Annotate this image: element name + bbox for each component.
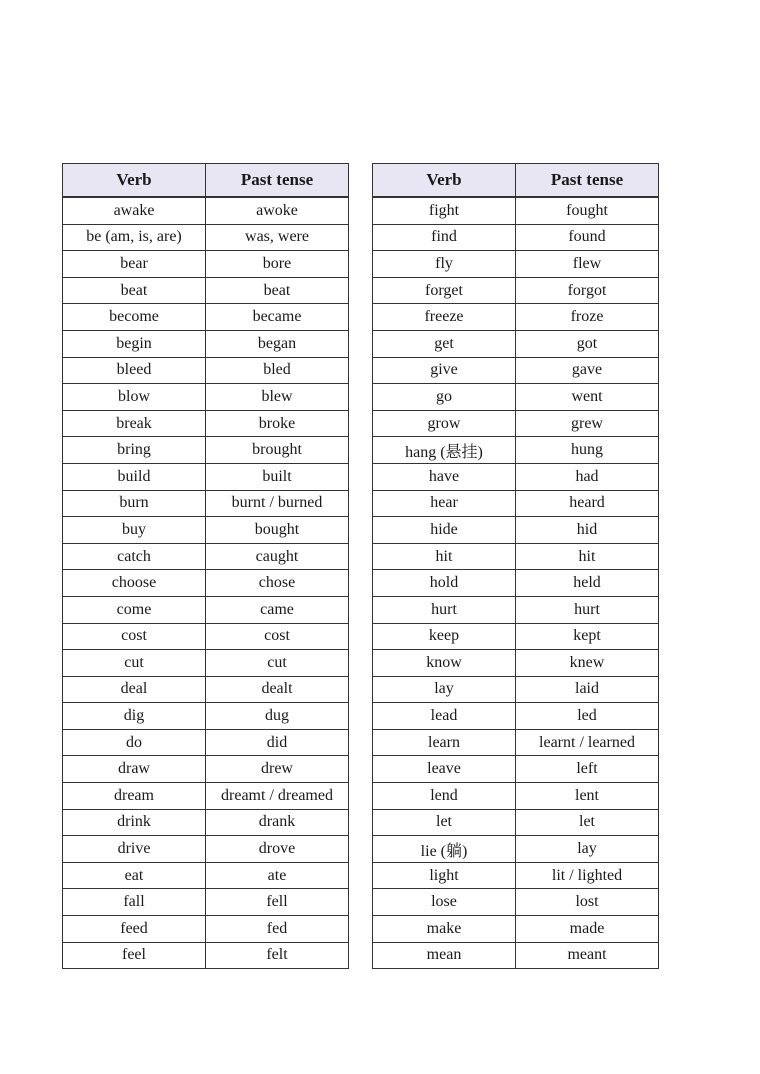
table-row <box>373 437 659 464</box>
verb-table-right <box>372 163 659 969</box>
table-row <box>373 304 659 331</box>
table-row <box>63 570 349 597</box>
table-row <box>63 224 349 251</box>
past-tense-cell: forgot <box>516 277 659 304</box>
verb-cell: fight <box>373 197 516 224</box>
table-row <box>373 783 659 810</box>
verb-cell: feed <box>63 916 206 943</box>
past-tense-cell: was, were <box>206 224 349 251</box>
table-row <box>63 197 349 224</box>
past-tense-column-header: Past tense <box>516 164 659 198</box>
verb-cell: begin <box>63 330 206 357</box>
verb-cell: blow <box>63 384 206 411</box>
verb-cell: dig <box>63 703 206 730</box>
verb-cell: hit <box>373 543 516 570</box>
past-tense-cell: grew <box>516 410 659 437</box>
past-tense-cell: ate <box>206 862 349 889</box>
past-tense-cell: cost <box>206 623 349 650</box>
table-row <box>373 756 659 783</box>
table-row <box>373 330 659 357</box>
header-row <box>373 164 659 198</box>
verb-cell: let <box>373 809 516 836</box>
verb-cell: cost <box>63 623 206 650</box>
verb-cell: feel <box>63 942 206 969</box>
verb-cell: bleed <box>63 357 206 384</box>
past-tense-cell: gave <box>516 357 659 384</box>
verb-cell: choose <box>63 570 206 597</box>
verb-cell: fly <box>373 251 516 278</box>
table-row <box>373 197 659 224</box>
table-row <box>63 277 349 304</box>
verb-cell: bear <box>63 251 206 278</box>
past-tense-cell: led <box>516 703 659 730</box>
past-tense-cell: chose <box>206 570 349 597</box>
verb-cell: give <box>373 357 516 384</box>
past-tense-cell: awoke <box>206 197 349 224</box>
table-row <box>63 304 349 331</box>
past-tense-cell: learnt / learned <box>516 729 659 756</box>
table-row <box>63 330 349 357</box>
table-row <box>63 809 349 836</box>
table-row <box>373 942 659 969</box>
past-tense-cell: burnt / burned <box>206 490 349 517</box>
verb-cell: drink <box>63 809 206 836</box>
table-row <box>63 463 349 490</box>
verb-cell: awake <box>63 197 206 224</box>
past-tense-cell: had <box>516 463 659 490</box>
table-row <box>373 357 659 384</box>
verb-cell: beat <box>63 277 206 304</box>
verb-cell: burn <box>63 490 206 517</box>
table-row <box>373 490 659 517</box>
table-row <box>373 251 659 278</box>
past-tense-cell: caught <box>206 543 349 570</box>
verb-cell: mean <box>373 942 516 969</box>
table-row <box>63 623 349 650</box>
verb-cell: be (am, is, are) <box>63 224 206 251</box>
table-row <box>63 650 349 677</box>
verb-cell: buy <box>63 517 206 544</box>
table-row <box>373 570 659 597</box>
past-tense-cell: came <box>206 596 349 623</box>
past-tense-cell: flew <box>516 251 659 278</box>
verb-cell: deal <box>63 676 206 703</box>
verb-table-left <box>62 163 349 969</box>
past-tense-cell: bought <box>206 517 349 544</box>
verb-cell: lead <box>373 703 516 730</box>
verb-cell: forget <box>373 277 516 304</box>
past-tense-cell: let <box>516 809 659 836</box>
past-tense-cell: lent <box>516 783 659 810</box>
past-tense-cell: brought <box>206 437 349 464</box>
verb-cell: break <box>63 410 206 437</box>
verb-cell: lend <box>373 783 516 810</box>
table-row <box>373 889 659 916</box>
past-tense-cell: dealt <box>206 676 349 703</box>
verb-cell: hold <box>373 570 516 597</box>
past-tense-cell: hung <box>516 437 659 464</box>
past-tense-cell: hurt <box>516 596 659 623</box>
table-row <box>373 224 659 251</box>
past-tense-cell: meant <box>516 942 659 969</box>
table-row <box>373 517 659 544</box>
past-tense-cell: made <box>516 916 659 943</box>
verb-cell: learn <box>373 729 516 756</box>
past-tense-cell: heard <box>516 490 659 517</box>
table-row <box>373 862 659 889</box>
past-tense-cell: broke <box>206 410 349 437</box>
past-tense-cell: dug <box>206 703 349 730</box>
verb-cell: hear <box>373 490 516 517</box>
past-tense-cell: drove <box>206 836 349 863</box>
table-row <box>63 916 349 943</box>
past-tense-cell: lit / lighted <box>516 862 659 889</box>
past-tense-cell: fell <box>206 889 349 916</box>
verb-cell: hide <box>373 517 516 544</box>
header-row <box>63 164 349 198</box>
table-row <box>373 543 659 570</box>
table-row <box>63 676 349 703</box>
table-row <box>63 729 349 756</box>
past-tense-cell: drew <box>206 756 349 783</box>
table-row <box>63 490 349 517</box>
table-row <box>373 596 659 623</box>
verb-cell: drive <box>63 836 206 863</box>
past-tense-cell: blew <box>206 384 349 411</box>
verb-cell: fall <box>63 889 206 916</box>
verb-cell: lie (躺) <box>373 836 516 863</box>
past-tense-cell: froze <box>516 304 659 331</box>
table-row <box>373 809 659 836</box>
verb-cell: build <box>63 463 206 490</box>
past-tense-cell: became <box>206 304 349 331</box>
verb-cell: catch <box>63 543 206 570</box>
verb-cell: have <box>373 463 516 490</box>
verb-cell: get <box>373 330 516 357</box>
past-tense-cell: hid <box>516 517 659 544</box>
past-tense-cell: bore <box>206 251 349 278</box>
table-row <box>63 357 349 384</box>
table-row <box>63 437 349 464</box>
verb-cell: grow <box>373 410 516 437</box>
verb-cell: keep <box>373 623 516 650</box>
table-row <box>63 384 349 411</box>
table-row <box>373 410 659 437</box>
past-tense-column-header: Past tense <box>206 164 349 198</box>
past-tense-cell: dreamt / dreamed <box>206 783 349 810</box>
past-tense-cell: bled <box>206 357 349 384</box>
past-tense-cell: lay <box>516 836 659 863</box>
table-row <box>373 384 659 411</box>
table-row <box>63 596 349 623</box>
past-tense-cell: hit <box>516 543 659 570</box>
verb-cell: do <box>63 729 206 756</box>
past-tense-cell: did <box>206 729 349 756</box>
table-row <box>63 862 349 889</box>
table-row <box>63 889 349 916</box>
past-tense-cell: kept <box>516 623 659 650</box>
past-tense-cell: laid <box>516 676 659 703</box>
verb-cell: eat <box>63 862 206 889</box>
table-row <box>63 251 349 278</box>
past-tense-cell: fed <box>206 916 349 943</box>
past-tense-cell: began <box>206 330 349 357</box>
verb-cell: hang (悬挂) <box>373 437 516 464</box>
verb-cell: make <box>373 916 516 943</box>
past-tense-cell: cut <box>206 650 349 677</box>
past-tense-cell: knew <box>516 650 659 677</box>
table-row <box>63 543 349 570</box>
verb-cell: know <box>373 650 516 677</box>
past-tense-cell: lost <box>516 889 659 916</box>
verb-cell: find <box>373 224 516 251</box>
past-tense-cell: got <box>516 330 659 357</box>
verb-cell: leave <box>373 756 516 783</box>
table-row <box>373 650 659 677</box>
table-row <box>63 756 349 783</box>
table-row <box>373 916 659 943</box>
table-row <box>373 623 659 650</box>
past-tense-cell: held <box>516 570 659 597</box>
past-tense-cell: left <box>516 756 659 783</box>
past-tense-cell: beat <box>206 277 349 304</box>
table-row <box>373 703 659 730</box>
table-row <box>63 517 349 544</box>
past-tense-cell: drank <box>206 809 349 836</box>
verb-cell: lay <box>373 676 516 703</box>
verb-cell: freeze <box>373 304 516 331</box>
verb-cell: bring <box>63 437 206 464</box>
verb-cell: hurt <box>373 596 516 623</box>
past-tense-cell: felt <box>206 942 349 969</box>
verb-cell: light <box>373 862 516 889</box>
table-row <box>373 277 659 304</box>
past-tense-cell: built <box>206 463 349 490</box>
verb-column-header: Verb <box>373 164 516 198</box>
table-row <box>373 836 659 863</box>
verb-cell: cut <box>63 650 206 677</box>
table-row <box>63 783 349 810</box>
verb-cell: come <box>63 596 206 623</box>
verb-cell: become <box>63 304 206 331</box>
past-tense-cell: went <box>516 384 659 411</box>
table-row <box>373 729 659 756</box>
verb-cell: go <box>373 384 516 411</box>
verb-column-header: Verb <box>63 164 206 198</box>
table-row <box>63 410 349 437</box>
verb-cell: draw <box>63 756 206 783</box>
table-row <box>63 703 349 730</box>
verb-cell: dream <box>63 783 206 810</box>
table-row <box>373 463 659 490</box>
table-row <box>63 942 349 969</box>
past-tense-cell: found <box>516 224 659 251</box>
table-row <box>373 676 659 703</box>
verb-cell: lose <box>373 889 516 916</box>
table-row <box>63 836 349 863</box>
past-tense-cell: fought <box>516 197 659 224</box>
